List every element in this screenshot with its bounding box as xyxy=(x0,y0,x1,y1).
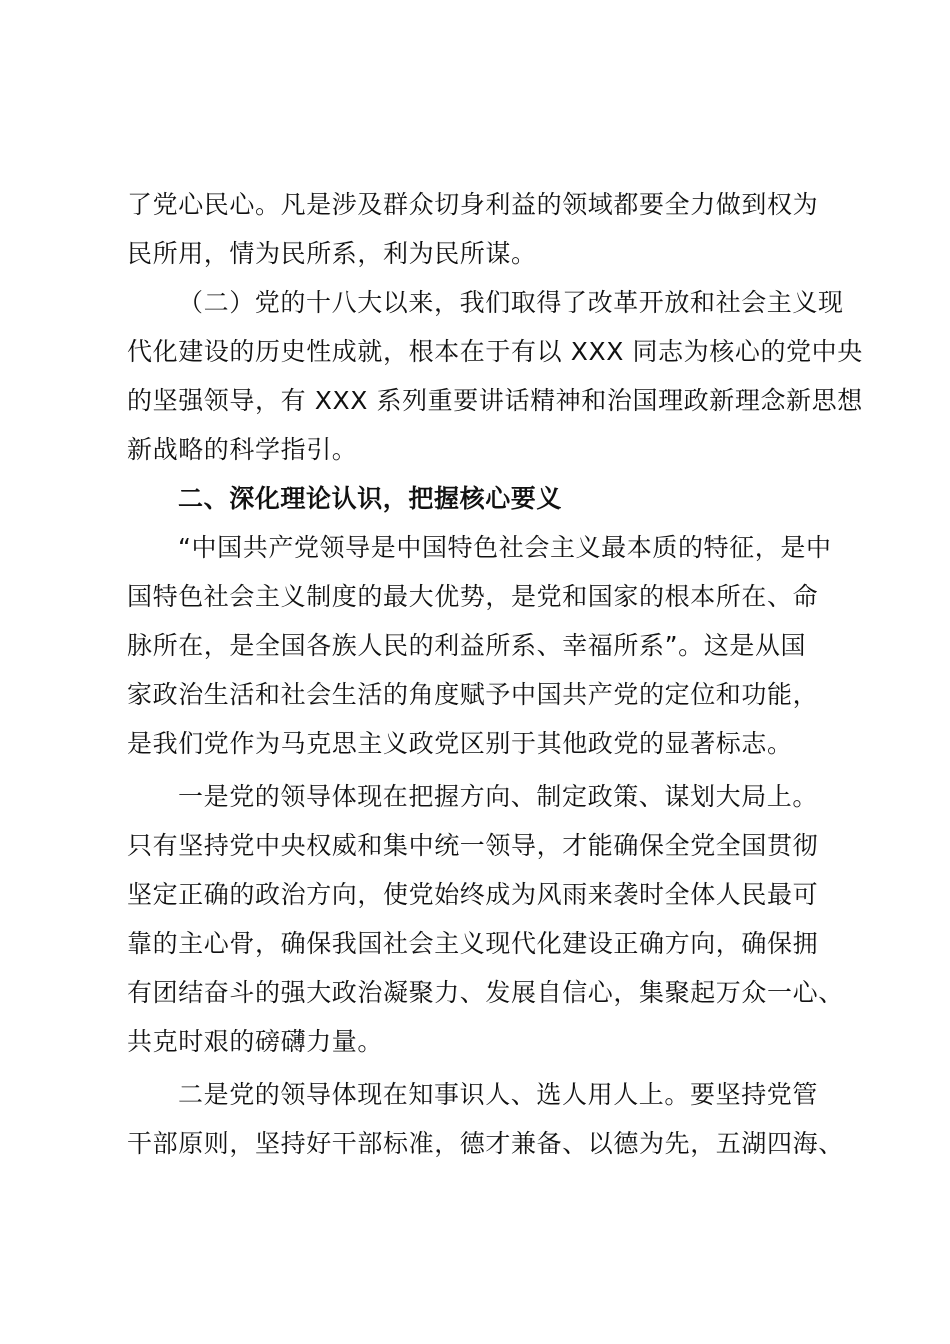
section-heading: 二、深化理论认识，把握核心要义 xyxy=(178,484,563,513)
paragraph-line: 国特色社会主义制度的最大优势，是党和国家的根本所在、命 xyxy=(127,582,819,611)
paragraph-line: （二）党的十八大以来，我们取得了改革开放和社会主义现 xyxy=(178,288,844,317)
paragraph-line: 一是党的领导体现在把握方向、制定政策、谋划大局上。 xyxy=(178,782,819,811)
paragraph-line: 是我们党作为马克思主义政党区别于其他政党的显著标志。 xyxy=(127,729,793,758)
paragraph-line: 的坚强领导，有 XXX 系列重要讲话精神和治国理政新理念新思想 xyxy=(127,386,863,415)
paragraph-line: 靠的主心骨，确保我国社会主义现代化建设正确方向，确保拥 xyxy=(127,929,819,958)
paragraph-line: 二是党的领导体现在知事识人、选人用人上。要坚持党管 xyxy=(178,1080,819,1109)
paragraph-line: 脉所在，是全国各族人民的利益所系、幸福所系”。这是从国 xyxy=(127,631,807,660)
paragraph-line: 家政治生活和社会生活的角度赋予中国共产党的定位和功能， xyxy=(127,680,819,709)
paragraph-line: 共克时艰的磅礴力量。 xyxy=(127,1027,384,1056)
paragraph-line: 干部原则，坚持好干部标准，德才兼备、以德为先，五湖四海、 xyxy=(127,1129,844,1158)
paragraph-line: “中国共产党领导是中国特色社会主义最本质的特征，是中 xyxy=(178,533,832,562)
paragraph-line: 有团结奋斗的强大政治凝聚力、发展自信心，集聚起万众一心、 xyxy=(127,978,844,1007)
document-body xyxy=(127,180,863,1168)
paragraph-line: 坚定正确的政治方向，使党始终成为风雨来袭时全体人民最可 xyxy=(127,880,819,909)
paragraph-line: 只有坚持党中央权威和集中统一领导，才能确保全党全国贯彻 xyxy=(127,831,819,860)
paragraph-line: 了党心民心。凡是涉及群众切身利益的领域都要全力做到权为 xyxy=(127,190,819,219)
paragraph-line: 新战略的科学指引。 xyxy=(127,435,358,464)
paragraph-line: 代化建设的历史性成就，根本在于有以 XXX 同志为核心的党中央 xyxy=(127,337,863,366)
paragraph-line: 民所用，情为民所系，利为民所谋。 xyxy=(127,239,537,268)
